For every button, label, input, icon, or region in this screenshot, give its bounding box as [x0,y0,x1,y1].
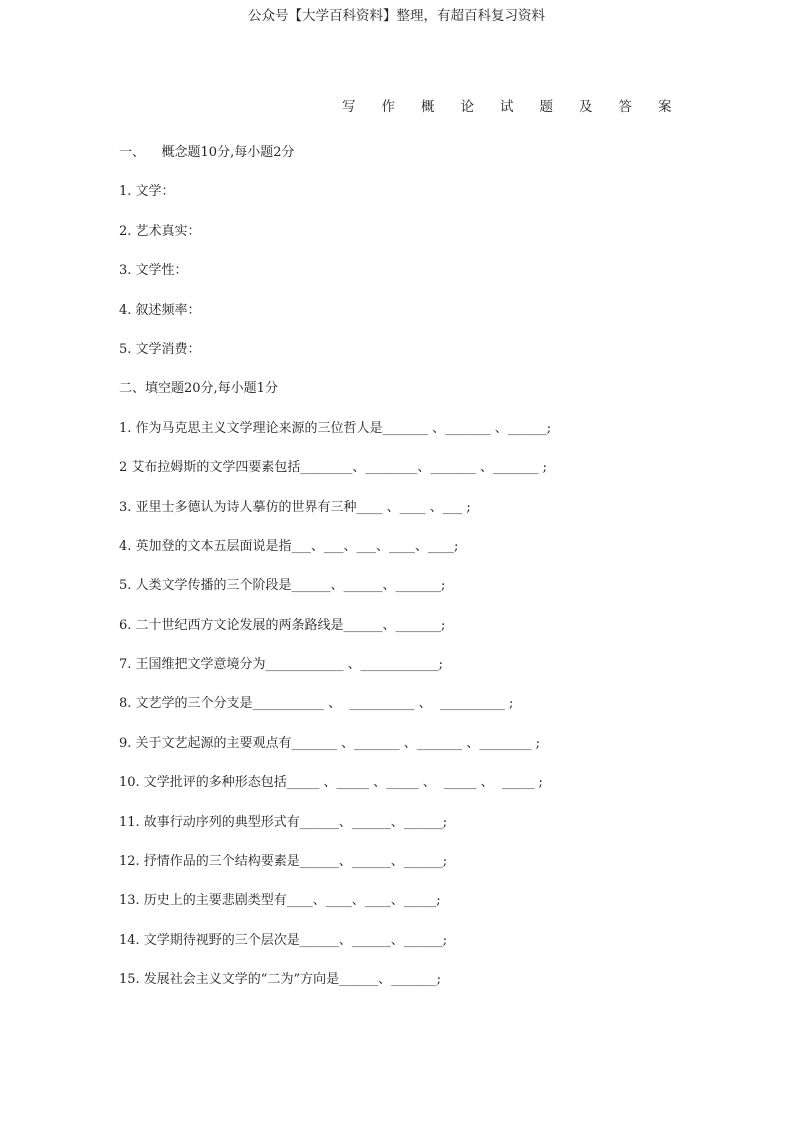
section-heading: 一、 概念题10分,每小题2分 [119,145,295,160]
question-item: 4. 英加登的文本五层面说是指___、___、___、____、____; [119,538,459,554]
document-body [119,144,719,1011]
question-item: 5. 文学消费： [119,341,201,357]
question-item: 8. 文艺学的三个分支是___________ 、 __________ 、 __________ ; [119,696,514,712]
question-item: 6. 二十世纪西方文论发展的两条路线是______、_______; [119,617,446,633]
question-item: 15. 发展社会主义文学的“二为”方向是______、_______; [119,972,441,988]
question-item: 3. 文学性： [119,263,188,279]
question-item: 1. 文学： [119,184,175,200]
question-item: 5. 人类文学传播的三个阶段是______、______、_______; [119,578,446,594]
question-item: 2. 艺术真实： [119,223,201,239]
question-item: 4. 叙述频率： [119,302,201,318]
question-item: 3. 亚里士多德认为诗人摹仿的世界有三种____ 、____ 、___ ; [119,499,471,515]
question-item: 9. 关于文艺起源的主要观点有_______ 、_______ 、_______ 、________ ; [119,735,540,751]
question-item: 10. 文学批评的多种形态包括_____ 、_____ 、_____ 、 _____ 、 _____ ; [119,775,543,791]
watermark-header: 公众号【大学百科资料】整理，有超百科复习资料 [248,8,545,24]
question-item: 13. 历史上的主要悲剧类型有____、____、____、_____; [119,893,441,909]
question-item: 12. 抒情作品的三个结构要素是______、______、______; [119,854,448,870]
question-item: 14. 文学期待视野的三个层次是______、______、______; [119,932,448,948]
question-item: 7. 王国维把文学意境分为____________ 、____________; [119,657,444,673]
question-item: 11. 故事行动序列的典型形式有______、______、______; [119,814,448,830]
section-heading: 二、填空题20分,每小题1分 [119,381,278,397]
question-item: 1. 作为马克思主义文学理论来源的三位哲人是_______ 、_______ 、______; [119,420,552,436]
page-title: 写作概论试题及答案 [342,99,698,115]
question-item: 2 艾布拉姆斯的文学四要素包括________、________、_______ 、_______ ; [119,460,548,476]
